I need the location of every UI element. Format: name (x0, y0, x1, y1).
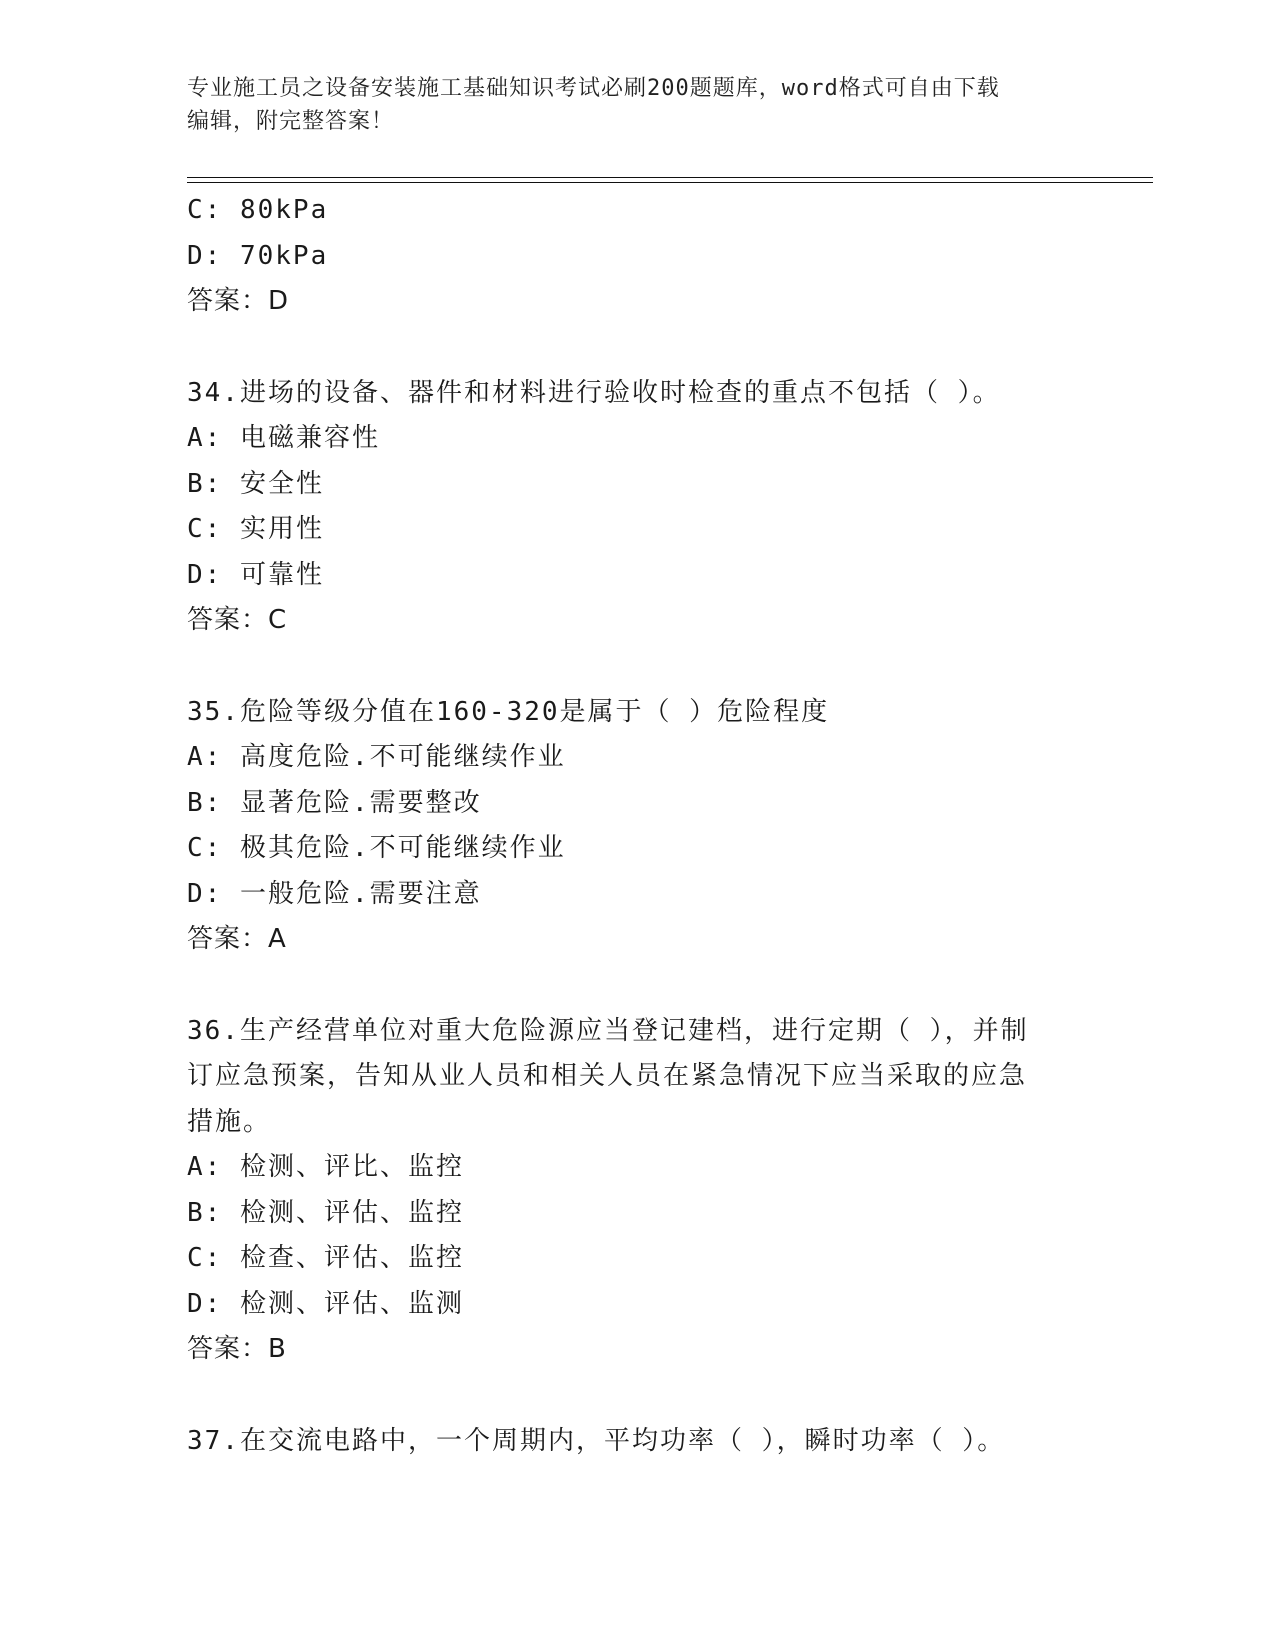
question-35-option-c: C: 极其危险.不可能继续作业 (187, 833, 566, 863)
header-title-line-1: 专业施工员之设备安装施工基础知识考试必刷200题题库，word格式可自由下载 (187, 76, 1000, 101)
spacer (187, 325, 1067, 371)
question-35-option-b: B: 显著危险.需要整改 (187, 787, 482, 818)
option-c: C: 80kPa (187, 195, 329, 225)
question-34-option-a: A: 电磁兼容性 (187, 423, 380, 453)
spacer (187, 644, 1067, 690)
document-header (187, 72, 1067, 138)
question-35-stem: 35.危险等级分值在160-320是属于（ ）危险程度 (187, 696, 830, 727)
question-36-option-b: B: 检测、评估、监控 (187, 1197, 464, 1228)
header-title-line-2: 编辑，附完整答案！ (187, 109, 395, 134)
question-34-option-c: C: 实用性 (187, 514, 324, 544)
question-36-stem-line-3: 措施。 (187, 1106, 272, 1137)
question-36-answer: 答案：B (187, 1334, 287, 1364)
question-37-stem: 37.在交流电路中，一个周期内，平均功率（ ），瞬时功率（ ）。 (187, 1425, 1006, 1456)
header-divider-top (187, 177, 1153, 178)
question-36-stem-line-2: 订应急预案，告知从业人员和相关人员在紧急情况下应当采取的应急 (187, 1061, 1028, 1091)
question-34-stem: 34.进场的设备、器件和材料进行验收时检查的重点不包括（ ）。 (187, 377, 1001, 408)
question-36-option-d: D: 检测、评估、监测 (187, 1288, 464, 1319)
question-content (187, 188, 1067, 1464)
question-35-option-d: D: 一般危险.需要注意 (187, 878, 482, 909)
question-34-option-b: B: 安全性 (187, 468, 324, 499)
question-34-option-d: D: 可靠性 (187, 559, 324, 590)
spacer (187, 963, 1067, 1009)
header-divider-bottom (187, 182, 1153, 183)
question-36-option-c: C: 检查、评估、监控 (187, 1243, 464, 1273)
question-35-option-a: A: 高度危险.不可能继续作业 (187, 742, 566, 772)
spacer (187, 1373, 1067, 1419)
question-34-answer: 答案：C (187, 605, 288, 635)
question-36-stem-line-1: 36.生产经营单位对重大危险源应当登记建档，进行定期（ ），并制 (187, 1015, 1029, 1046)
option-d: D: 70kPa (187, 240, 329, 271)
question-35-answer: 答案：A (187, 924, 287, 954)
question-36-option-a: A: 检测、评比、监控 (187, 1152, 464, 1182)
answer-line: 答案：D (187, 286, 290, 316)
